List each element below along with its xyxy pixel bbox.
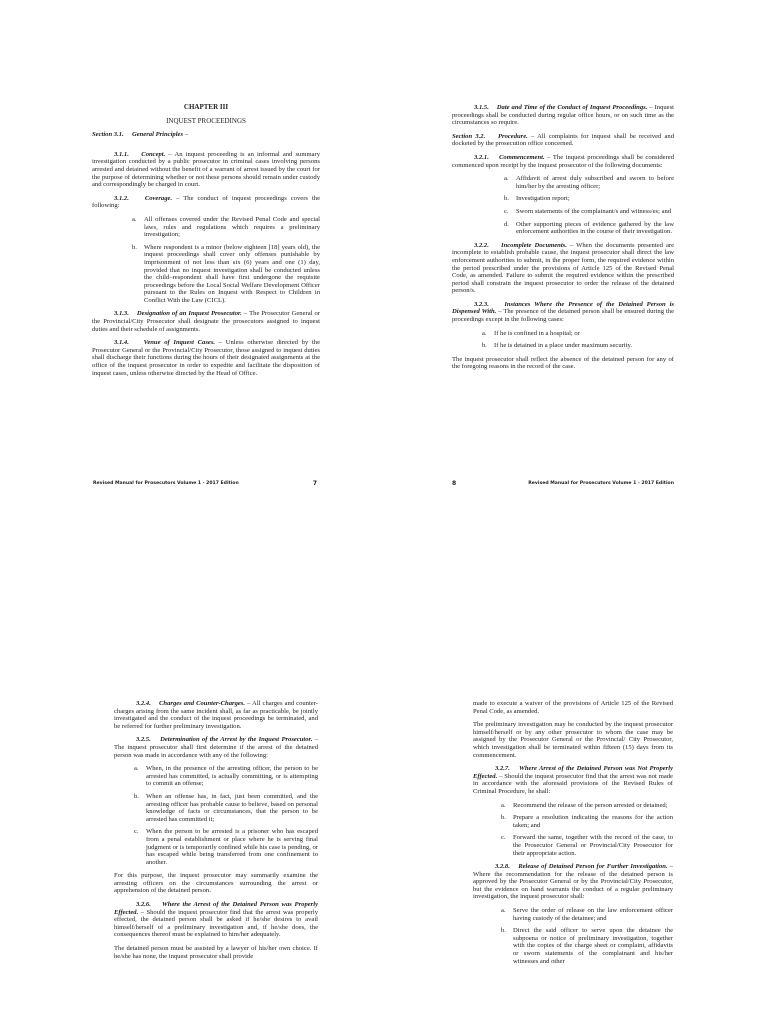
- subsection-heading: Incomplete Documents.: [501, 241, 567, 249]
- paragraph-3-1-3: [92, 310, 320, 333]
- section-title: General Principles: [131, 131, 184, 139]
- section-text: – All complaints for inquest shall be received and docketed by the prosecution office concerned.: [452, 132, 675, 148]
- list-item: [134, 765, 318, 788]
- list-item: [504, 220, 674, 236]
- section-title: Procedure.: [497, 132, 528, 140]
- list-marker: a.: [501, 907, 506, 915]
- paragraph-3-2-8: [473, 863, 673, 901]
- list-text: Other supporting pieces of evidence gathered by the law enforcement authorities in the course of their investigation.: [516, 220, 674, 236]
- subsection-number: 3.1.2.: [114, 194, 129, 202]
- list-marker: b.: [134, 792, 139, 800]
- page-10: [473, 700, 673, 971]
- list-item: [501, 834, 673, 857]
- paragraph-lawyer: The detained person must be assisted by a lawyer of his/her own choice. If he/she has none, the inquest prosecutor shall provide: [114, 945, 318, 960]
- list-marker: c.: [134, 828, 139, 836]
- list-marker: b.: [132, 243, 137, 251]
- subsection-heading: Venue of Inquest Cases.: [143, 339, 216, 347]
- page-9: [114, 700, 318, 966]
- list-text: If he is detained in a place under maximum security.: [494, 342, 632, 350]
- subsection-heading: Coverage.: [144, 194, 173, 202]
- list-text: When an offense has, in fact, just been committed, and the arresting officer has probable cause to believe, based on personal knowledge of facts or circumstances, that the person to be arrested has committed it;: [146, 792, 318, 823]
- subsection-heading: Date and Time of the Conduct of Inquest Proceedings.: [496, 104, 648, 111]
- subsection-number: 3.1.3.: [114, 310, 129, 318]
- list-text: When, in the presence of the arresting officer, the person to be arrested has committed, is actually committing, or is attempting to commit an offense;: [146, 765, 318, 788]
- subsection-text: – The inquest proceedings shall be considered commenced upon receipt by the inquest prosecutor of the following documents:: [452, 153, 674, 169]
- subsection-text: – An inquest proceeding is an informal and summary investigation conducted by a public prosecutor in criminal cases involving persons arrested and detained without the benefit of a warrant of arrest issued by the court for the purpose of determining whether or not these persons should remain under custody and correspondingly be charged in court.: [92, 150, 321, 189]
- subsection-text: – Inquest proceedings shall be conducted during regular office hours, or on such time as the circumstances so require.: [452, 104, 675, 127]
- subsection-heading: Concept.: [141, 150, 166, 158]
- list-item: [482, 342, 674, 350]
- list-item: [504, 207, 674, 216]
- list-marker: b.: [482, 342, 487, 350]
- paragraph-absence-note: The inquest prosecutor shall reflect the absence of the detained person for any of the foregoing reasons in the record of the case.: [452, 355, 674, 371]
- list-item: [504, 195, 674, 203]
- section-number: Section 3.2.: [452, 132, 486, 140]
- subsection-heading: Determination of the Arrest by the Inquest Prosecutor.: [160, 736, 313, 744]
- list-text: Direct the said officer to serve upon the detainee the subpoena or notice of preliminary investigation, together with the copies of the charge sheet or complaint, affidavits or sworn statements of the complainant and his/her witnesses and other: [513, 927, 673, 965]
- list-marker: c.: [501, 834, 506, 842]
- list-text: Serve the order of release on the law enforcement officer having custody of the detainee; and: [513, 907, 673, 922]
- subsection-heading: Where the Arrest of the Detained Person was Properly Effected.: [114, 901, 318, 916]
- list-marker: a.: [132, 215, 137, 223]
- section-dash: –: [183, 131, 188, 139]
- page-8: [452, 104, 674, 377]
- subsection-heading: Instances Where the Presence of the Detained Person is Dispensed With.: [452, 300, 674, 316]
- paragraph-3-2-4: [114, 700, 318, 730]
- paragraph-3-1-2: [92, 195, 320, 210]
- subsection-text: – Where the recommendation for the release of the detained person is approved by the Prosecutor General or by the Provincial/City Prosecutor, but the evidence on hand warrants the conduct of a regular preliminary investigation, the inquest prosecutor shall:: [473, 863, 673, 901]
- subsection-heading: Release of Detained Person for Further Investigation.: [518, 863, 668, 871]
- list-text: Prepare a resolution indicating the reasons for the action taken; and: [513, 814, 673, 829]
- subsection-number: 3.2.1.: [474, 153, 489, 161]
- improper-arrest-list: [473, 802, 673, 858]
- list-marker: a.: [504, 175, 509, 183]
- paragraph-3-2-6: [114, 901, 318, 939]
- subsection-text: – The inquest prosecutor shall first determine if the arrest of the detained person was made in accordance with any of the following:: [114, 736, 319, 759]
- subsection-text: – When the documents presented are incomplete to establish probable cause, the inquest prosecutor shall direct the law enforcement authorities to submit, in the proper form, the required evidence within the period prescribed under the provisions of Article 125 of the Revised Penal Code, as amended. Failure to submit the required evidence within the prescribed period shall constrain the inquest prosecutor to order the release of the detained person/s.: [452, 241, 674, 295]
- list-item: [504, 175, 674, 190]
- subsection-number: 3.2.3.: [474, 300, 489, 308]
- list-text: Where respondent is a minor (below eighteen [18] years old), the inquest proceedings shall cover only offenses punishable by imprisonment of not less than six (6) years and one (1) day, provided that no inquest investigation shall be conducted unless the child–respondent shall have first undergone the requisite proceedings before the Local Social Welfare Development Officer pursuant to the Rules on Inquest with Respect to Children in Conflict With the Law (CICL).: [144, 243, 320, 304]
- section-heading: [92, 131, 320, 139]
- subsection-text: – The Prosecutor General or the Provincial/City Prosecutor shall designate the prosecutors assigned to inquest duties and their schedule of assignments.: [92, 310, 320, 333]
- list-item: [132, 243, 320, 305]
- subsection-number: 3.2.6.: [136, 901, 151, 909]
- page-number: 8: [452, 480, 457, 487]
- subsection-text: – Unless otherwise directed by the Prosecutor General or the Provincial/City Prosecutor, those assigned to inquest duties shall discharge their functions during the hours of their designated assignments at the office of the inquest prosecutor in order to expedite and facilitate the disposition of inquest cases, unless otherwise directed by the Head of Office.: [92, 339, 321, 377]
- paragraph-3-2-5: [114, 736, 318, 759]
- list-marker: b.: [501, 814, 506, 822]
- subsection-text: – The presence of the detained person shall be ensured during the proceedings except in the following cases:: [452, 308, 675, 324]
- coverage-list: [92, 216, 320, 305]
- subsection-number: 3.2.5.: [136, 736, 151, 744]
- paragraph-3-1-4: [92, 339, 320, 377]
- subsection-number: 3.2.7.: [495, 765, 510, 773]
- paragraph-3-2-3: [452, 301, 674, 324]
- list-item: [134, 792, 318, 823]
- subsection-text: – Should the inquest prosecutor find that the arrest was properly effected, the detained person shall be asked if he/she desires to avail himself/herself of a preliminary investigation and, if he/she does, the consequences thereof must be explained to him/her adequately.: [114, 908, 318, 939]
- list-text: Sworn statements of the complainant/s and witness/es; and: [516, 207, 672, 215]
- footer-text: Revised Manual for Prosecutors Volume 1 - 2017 Edition: [528, 481, 674, 486]
- footer-text: Revised Manual for Prosecutors Volume 1 - 2017 Edition: [93, 481, 239, 486]
- release-steps-list: [473, 907, 673, 965]
- list-marker: c.: [504, 207, 509, 215]
- paragraph-continued: made to execute a waiver of the provisions of Article 125 of the Revised Penal Code, as amended.: [473, 700, 673, 715]
- chapter-title: INQUEST PROCEEDINGS: [166, 116, 246, 125]
- list-item: [501, 814, 673, 829]
- subsection-heading: Where Arrest of the Detained Person was Not Properly Effected.: [473, 765, 673, 780]
- exceptions-list: [430, 330, 674, 350]
- list-marker: b.: [501, 927, 506, 935]
- subsection-number: 3.2.8.: [495, 863, 510, 871]
- paragraph-3-1-5: [452, 104, 674, 127]
- section-3-2: [452, 133, 674, 148]
- list-text: All offenses covered under the Revised Penal Code and special laws, rules and regulations which requires a preliminary investigation;: [144, 215, 320, 239]
- subsection-text: – All charges and counter-charges arising from the same incident shall, as far as practicable, be jointly investigated and the conduct of the inquest proceedings be terminated, and be referred for further preliminary investigation.: [114, 700, 318, 730]
- list-text: Forward the same, together with the record of the case, to the Prosecutor General or Provincial/City Prosecutor for their appropriate action.: [513, 834, 673, 857]
- list-item: [501, 801, 673, 810]
- list-text: If he is confined in a hospital; or: [494, 329, 580, 337]
- subsection-heading: Commencement.: [499, 153, 545, 161]
- subsection-text: – Should the inquest prosecutor find that the arrest was not made in accordance with the aforesaid provisions of the Revised Rules of Criminal Procedure, he shall:: [473, 772, 673, 795]
- list-item: [501, 927, 673, 965]
- subsection-number: 3.2.4.: [136, 700, 151, 707]
- list-marker: d.: [504, 220, 509, 228]
- page-number: 7: [312, 480, 317, 487]
- section-number: Section 3.1.: [92, 131, 124, 139]
- paragraph-preliminary-investigation: The preliminary investigation may be conducted by the inquest prosecutor himself/herself or by any other prosecutor to whom the case may be assigned by the Prosecutor General or the Provincial/ City Prosecutor, which investigation shall be terminated within fifteen (15) days from its commencement.: [473, 721, 673, 759]
- list-marker: a.: [134, 765, 139, 773]
- list-item: [482, 329, 674, 338]
- list-item: [501, 907, 673, 922]
- chapter-heading: CHAPTER III: [183, 103, 229, 111]
- paragraph-summary-exam: For this purpose, the inquest prosecutor may summarily examine the arresting officers on the circumstances surrounding the arrest or apprehension of the detained person.: [114, 872, 318, 895]
- subsection-heading: Charges and Counter-Charges.: [159, 700, 246, 707]
- list-text: Investigation report;: [516, 195, 570, 203]
- page-7: [92, 104, 320, 383]
- subsection-number: 3.1.1.: [114, 150, 129, 158]
- paragraph-3-2-7: [473, 765, 673, 795]
- subsection-text: – The conduct of inquest proceedings covers the following:: [92, 194, 321, 210]
- list-text: When the person to be arrested is a prisoner who has escaped from a penal establishment or place where he is serving final judgment or is temporarily confined while his case is pending, or has escaped while being transferred from one confinement to another.: [146, 828, 318, 866]
- list-marker: b.: [504, 195, 509, 203]
- paragraph-3-2-1: [452, 154, 674, 169]
- paragraph-3-1-1: [92, 151, 320, 189]
- list-marker: a.: [501, 801, 506, 809]
- list-text: Affidavit of arrest duly subscribed and sworn to before him/her by the arresting officer;: [516, 175, 674, 190]
- subsection-number: 3.1.5.: [474, 104, 489, 111]
- paragraph-3-2-2: [452, 242, 674, 295]
- list-item: [132, 215, 320, 239]
- subsection-number: 3.2.2.: [474, 241, 489, 249]
- list-item: [134, 828, 318, 866]
- subsection-heading: Designation of an Inquest Prosecutor.: [136, 310, 242, 318]
- page-7-footer: [93, 481, 317, 486]
- list-text: Recommend the release of the person arrested or detained;: [513, 801, 668, 809]
- list-marker: a.: [482, 329, 487, 337]
- documents-list: [452, 175, 674, 236]
- arrest-conditions-list: [114, 765, 318, 866]
- subsection-number: 3.1.4.: [114, 339, 129, 347]
